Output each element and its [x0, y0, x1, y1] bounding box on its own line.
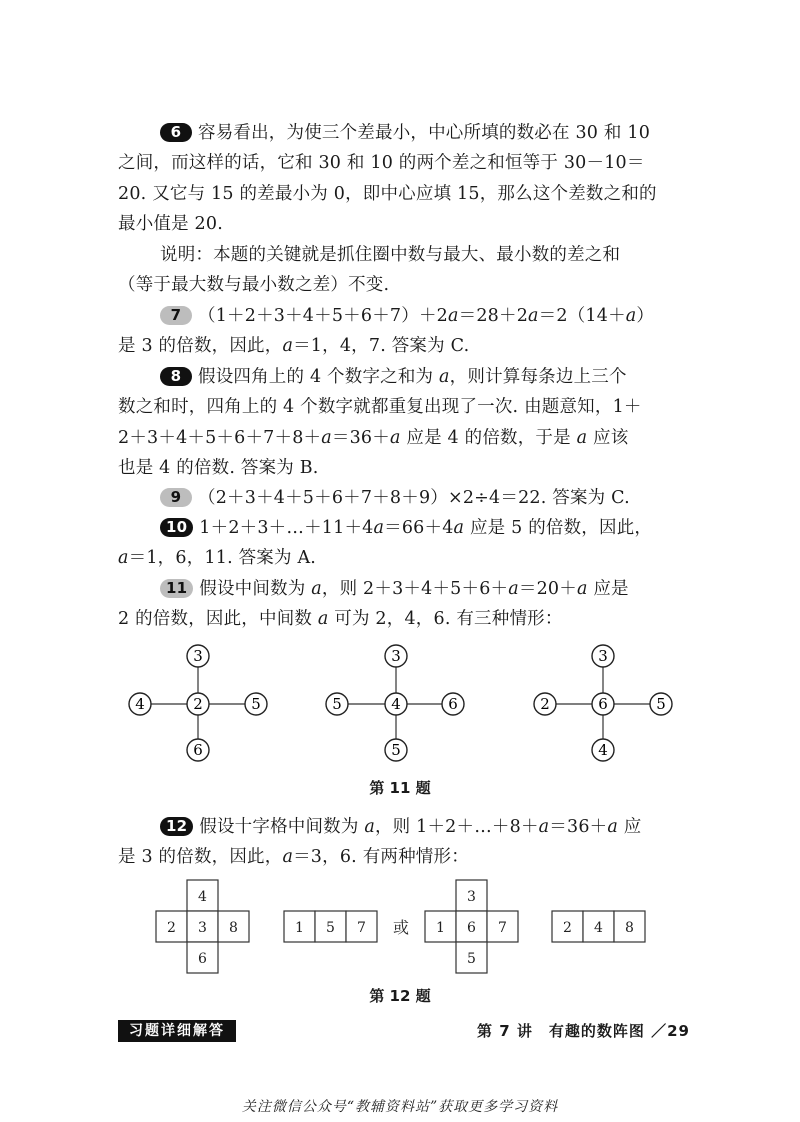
figure-12-caption: 第 12 题: [369, 987, 431, 1005]
cross-2-left: 5: [332, 695, 342, 713]
problem-6-answer: 6 容易看出，为使三个差最小，中心所填的数必在 30 和 10 之间，而这样的话，它和 30 和 10 的两个差之和恒等于 30－10＝ 20. 又它与 15 的差最小为 0，即中心应填 15，那么这个差数之和的 最小值是 20.: [118, 123, 657, 235]
problem-12-badge: 12: [160, 817, 193, 836]
problem-11-badge: 11: [160, 579, 193, 598]
cross-3-left: 2: [540, 695, 550, 713]
row-1-cell-3: 7: [357, 920, 366, 936]
problem-7-badge: 7: [160, 306, 192, 325]
grid-1-center: 3: [198, 920, 207, 936]
grid-1-top: 4: [198, 889, 207, 905]
problem-10-badge: 10: [160, 518, 193, 537]
grid-2-center: 6: [467, 920, 476, 936]
problem-9-answer: 9 （2＋3＋4＋5＋6＋7＋8＋9）×2÷4＝22. 答案为 C.: [118, 483, 690, 513]
cross-3-right: 5: [656, 695, 666, 713]
cross-1-center: 2: [193, 695, 203, 713]
problem-12-answer: 12 假设十字格中间数为 a，则 1＋2＋…＋8＋a＝36＋a 应 是 3 的倍数，因此，a＝3，6. 有两种情形：: [118, 817, 642, 868]
figure-11: [0, 640, 800, 770]
figure-12: [0, 878, 800, 978]
cross-3-top: 3: [598, 647, 608, 665]
row-2-cell-2: 4: [594, 920, 603, 936]
figure-11-caption: 第 11 题: [369, 779, 431, 797]
cross-2-top: 3: [391, 647, 401, 665]
chapter-page-number: 第 7 讲 有趣的数阵图 ／29: [477, 1022, 690, 1040]
problem-8-badge: 8: [160, 367, 192, 386]
grid-1-right: 8: [229, 920, 238, 936]
watermark-text: 关注微信公众号“教辅资料站”获取更多学习资料: [241, 1099, 559, 1115]
row-1-cell-2: 5: [326, 920, 335, 936]
or-label: 或: [392, 918, 410, 937]
problem-6-note: 说明：本题的关键就是抓住圈中数与最大、最小数的差之和 （等于最大数与最小数之差）不变.: [118, 245, 621, 296]
problem-8-answer: 8 假设四角上的 4 个数字之和为 a，则计算每条边上三个 数之和时，四角上的 4 个数字就都重复出现了一次. 由题意知，1＋ 2＋3＋4＋5＋6＋7＋8＋a＝36＋a 应是 4 的倍数，于是 a 应该 也是 4 的倍数. 答案为 B.: [118, 367, 642, 479]
cross-1-top: 3: [193, 647, 203, 665]
cross-2-bottom: 5: [391, 741, 401, 759]
cross-1-left: 4: [135, 695, 145, 713]
grid-2-right: 7: [498, 920, 507, 936]
cross-2: [326, 645, 464, 761]
problem-7-answer: 7 （1＋2＋3＋4＋5＋6＋7）＋2a＝28＋2a＝2（14＋a） 是 3 的倍数，因此，a＝1，4，7. 答案为 C.: [118, 306, 655, 357]
cross-1-right: 5: [251, 695, 261, 713]
problem-9-badge: 9: [160, 488, 192, 507]
problem-6-badge: 6: [160, 123, 192, 142]
row-2-cell-3: 8: [625, 920, 634, 936]
grid-1-left: 2: [167, 920, 176, 936]
grid-2-top: 3: [467, 889, 476, 905]
cross-1: [129, 645, 267, 761]
row-1-cell-1: 1: [295, 920, 304, 936]
problem-11-answer: 11 假设中间数为 a，则 2＋3＋4＋5＋6＋a＝20＋a 应是 2 的倍数，因此，中间数 a 可为 2，4，6. 有三种情形：: [118, 579, 629, 630]
cross-1-bottom: 6: [193, 741, 203, 759]
grid-1-bottom: 6: [198, 951, 207, 967]
row-2-cell-1: 2: [563, 920, 572, 936]
cross-2-right: 6: [448, 695, 458, 713]
grid-2-bottom: 5: [467, 951, 476, 967]
cross-3: [534, 645, 672, 761]
problem-10-answer: 10 1＋2＋3＋…＋11＋4a＝66＋4a 应是 5 的倍数，因此， a＝1，6，11. 答案为 A.: [118, 518, 653, 569]
cross-2-center: 4: [391, 695, 401, 713]
cross-3-center: 6: [598, 695, 608, 713]
section-tag: 习题详细解答: [118, 1020, 236, 1042]
grid-2-left: 1: [436, 920, 445, 936]
cross-3-bottom: 4: [598, 741, 608, 759]
